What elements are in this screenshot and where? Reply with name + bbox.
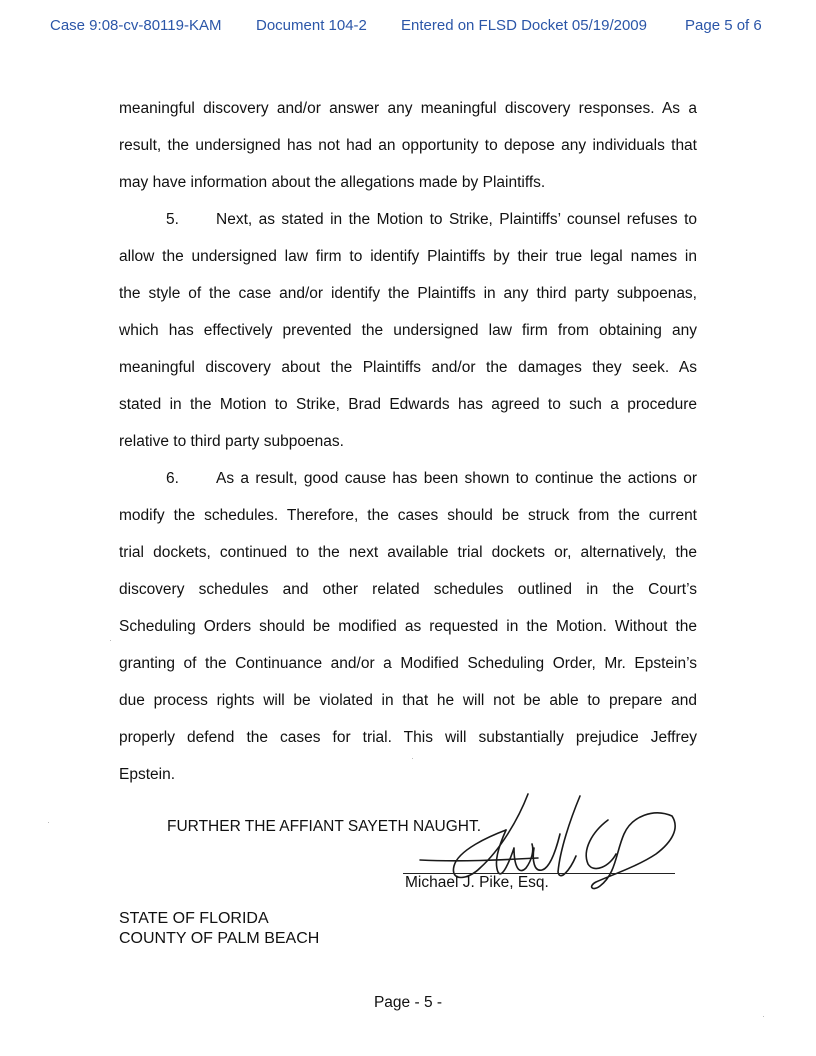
body-line: which has effectively prevented the undersigned law firm from obtaining any xyxy=(119,322,697,339)
scan-speck xyxy=(763,1016,764,1017)
page-footer: Page - 5 - xyxy=(373,994,443,1011)
venue-county: COUNTY OF PALM BEACH xyxy=(119,930,320,947)
body-line: stated in the Motion to Strike, Brad Edwards has agreed to such a procedure xyxy=(119,396,697,413)
body-line: trial dockets, continued to the next available trial dockets or, alternatively, the xyxy=(119,544,697,561)
body-line: granting of the Continuance and/or a Modified Scheduling Order, Mr. Epstein’s xyxy=(119,655,697,672)
paragraph-number-6: 6. xyxy=(166,470,179,487)
scan-speck xyxy=(412,758,413,759)
body-line: As a result, good cause has been shown to continue the actions or xyxy=(216,470,697,487)
body-line: may have information about the allegations made by Plaintiffs. xyxy=(119,174,546,191)
body-line: result, the undersigned has not had an opportunity to depose any individuals that xyxy=(119,137,697,154)
header-page-of: Page 5 of 6 xyxy=(685,17,762,34)
paragraph-number-5: 5. xyxy=(166,211,179,228)
venue-state: STATE OF FLORIDA xyxy=(119,910,269,927)
body-line: Next, as stated in the Motion to Strike, Plaintiffs’ counsel refuses to xyxy=(216,211,697,228)
header-entered-date: Entered on FLSD Docket 05/19/2009 xyxy=(401,17,647,34)
body-line: meaningful discovery and/or answer any meaningful discovery responses. As a xyxy=(119,100,697,117)
ecf-header xyxy=(0,17,816,37)
body-line: properly defend the cases for trial. This will substantially prejudice Jeffrey xyxy=(119,729,697,746)
body-line: Epstein. xyxy=(119,766,176,783)
affiant-statement: FURTHER THE AFFIANT SAYETH NAUGHT. xyxy=(167,818,482,835)
header-case-number: Case 9:08-cv-80119-KAM xyxy=(50,17,222,34)
body-line: discovery schedules and other related schedules outlined in the Court’s xyxy=(119,581,697,598)
body-line: due process rights will be violated in that he will not be able to prepare and xyxy=(119,692,697,709)
body-line: Scheduling Orders should be modified as requested in the Motion. Without the xyxy=(119,618,697,635)
body-line: relative to third party subpoenas. xyxy=(119,433,344,450)
scan-speck xyxy=(110,640,111,641)
body-line: modify the schedules. Therefore, the cases should be struck from the current xyxy=(119,507,697,524)
body-line: meaningful discovery about the Plaintiffs and/or the damages they seek. As xyxy=(119,359,697,376)
signer-name: Michael J. Pike, Esq. xyxy=(405,874,549,891)
body-line: allow the undersigned law firm to identify Plaintiffs by their true legal names in xyxy=(119,248,697,265)
scan-speck xyxy=(48,822,49,823)
header-document-number: Document 104-2 xyxy=(256,17,367,34)
body-line: the style of the case and/or identify the Plaintiffs in any third party subpoenas, xyxy=(119,285,697,302)
